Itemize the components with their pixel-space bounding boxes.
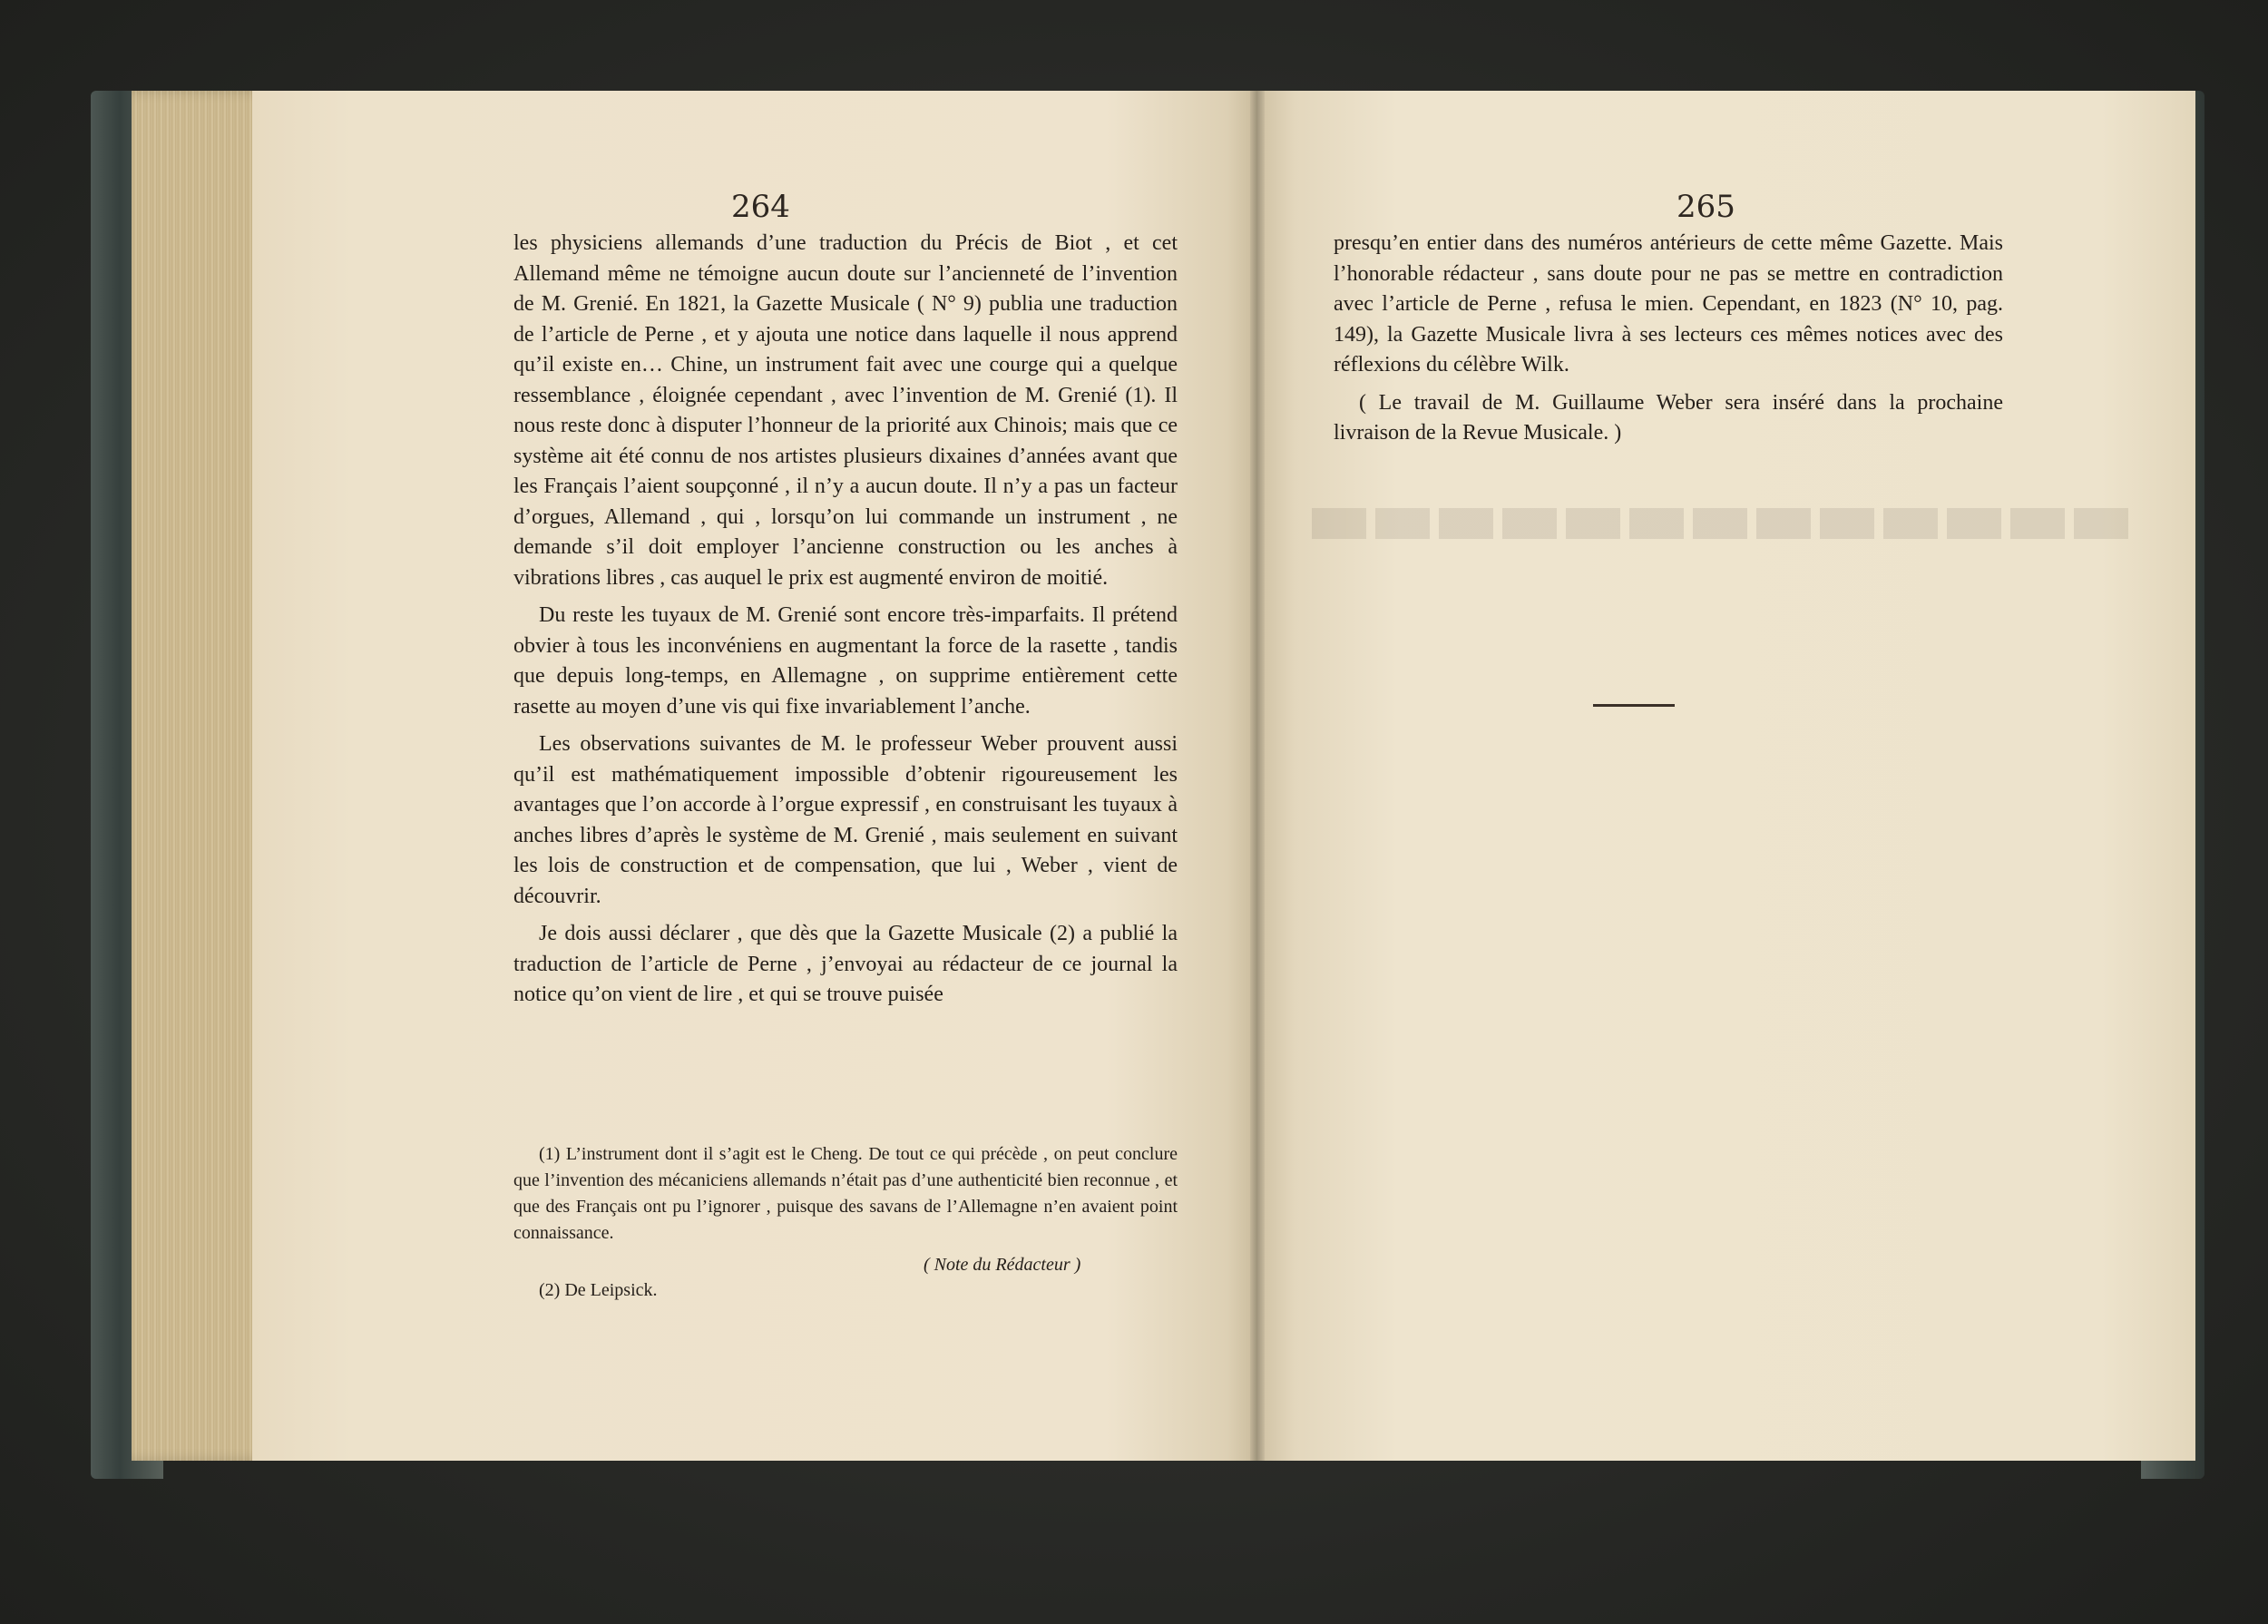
- footnote-1: (1) L’instrument dont il s’agit est le Cheng. De tout ce qui précède , on peut conclure que l’invention des mécaniciens allemands n’était pas d’une authenticité bien reconnue , et que des Français ont pu l’ignorer , puisque des savans de l’Allemagne n’en avaient point connaissance.: [513, 1144, 1178, 1243]
- paragraph: Les observations suivantes de M. le professeur Weber prouvent aussi qu’il est mathématiquement impossible d’obtenir rigoureusement les avantages que l’on accorde à l’orgue expressif , en construisant les tuyaux à anches libres d’après le système de M. Grenié , mais seulement en suivant les lois de construction et de compensation, que lui , Weber , vient de découvrir.: [513, 732, 1178, 908]
- book-gutter: [1250, 91, 1265, 1461]
- open-book: [91, 91, 2204, 1570]
- left-page-body: [513, 229, 1178, 1018]
- page-number-left: 264: [731, 189, 790, 225]
- paragraph: Du reste les tuyaux de M. Grenié sont encore très-imparfaits. Il prétend obvier à tous les inconvéniens en augmentant la force de la rasette , tandis que depuis long-temps, en Allemagne , on supprime entièrement cette rasette au moyen d’une vis qui fixe invariablement l’anche.: [513, 603, 1178, 719]
- paragraph: Je dois aussi déclarer , que dès que la Gazette Musicale (2) a publié la traduction de l’article de Perne , j’envoyai au rédacteur de ce journal la notice qu’on vient de lire , et qui se trouve puisée: [513, 922, 1178, 1006]
- right-page: [1257, 91, 2195, 1461]
- footnote-1-signature: ( Note du Rédacteur ): [924, 1255, 1081, 1275]
- section-rule: [1593, 704, 1675, 707]
- paragraph: les physiciens allemands d’une traduction du Précis de Biot , et cet Allemand même ne témoigne aucun doute sur l’ancienneté de l’invention de M. Grenié. En 1821, la Gazette Musicale ( N° 9) publia une traduction de l’article de Perne , et y ajouta une notice dans laquelle il nous apprend qu’il existe en… Chine, un instrument fait avec une courge qui a quelque ressemblance , éloignée cependant , avec l’invention de M. Grenié (1). Il nous reste donc à disputer l’honneur de la priorité aux Chinois; mais que ce système ait été connu de nos artistes plusieurs dixaines d’années avant que les Français l’aient soupçonné , il n’y a aucun doute. Il n’y a pas un facteur d’orgues, Allemand , qui , lorsqu’on lui commande un instrument , ne demande s’il doit employer l’ancienne construction ou les anches à vibrations libres , cas auquel le prix est augmenté environ de moitié.: [513, 231, 1178, 590]
- show-through-text: [1312, 508, 2128, 1361]
- right-page-body: [1334, 229, 2003, 456]
- footnote-2: (2) De Leipsick.: [539, 1280, 658, 1300]
- paragraph: presqu’en entier dans des numéros antérieurs de cette même Gazette. Mais l’honorable rédacteur , sans doute pour ne pas se mettre en contradiction avec l’article de Perne , refusa le mien. Cependant, en 1823 (N° 10, pag. 149), la Gazette Musicale livra à ses lecteurs ces mêmes notices avec des réflexions du célèbre Wilk.: [1334, 231, 2003, 377]
- left-page: [252, 91, 1257, 1461]
- paragraph: ( Le travail de M. Guillaume Weber sera inséré dans la prochaine livraison de la Revue Musicale. ): [1334, 390, 2003, 445]
- page-number-right: 265: [1677, 189, 1735, 225]
